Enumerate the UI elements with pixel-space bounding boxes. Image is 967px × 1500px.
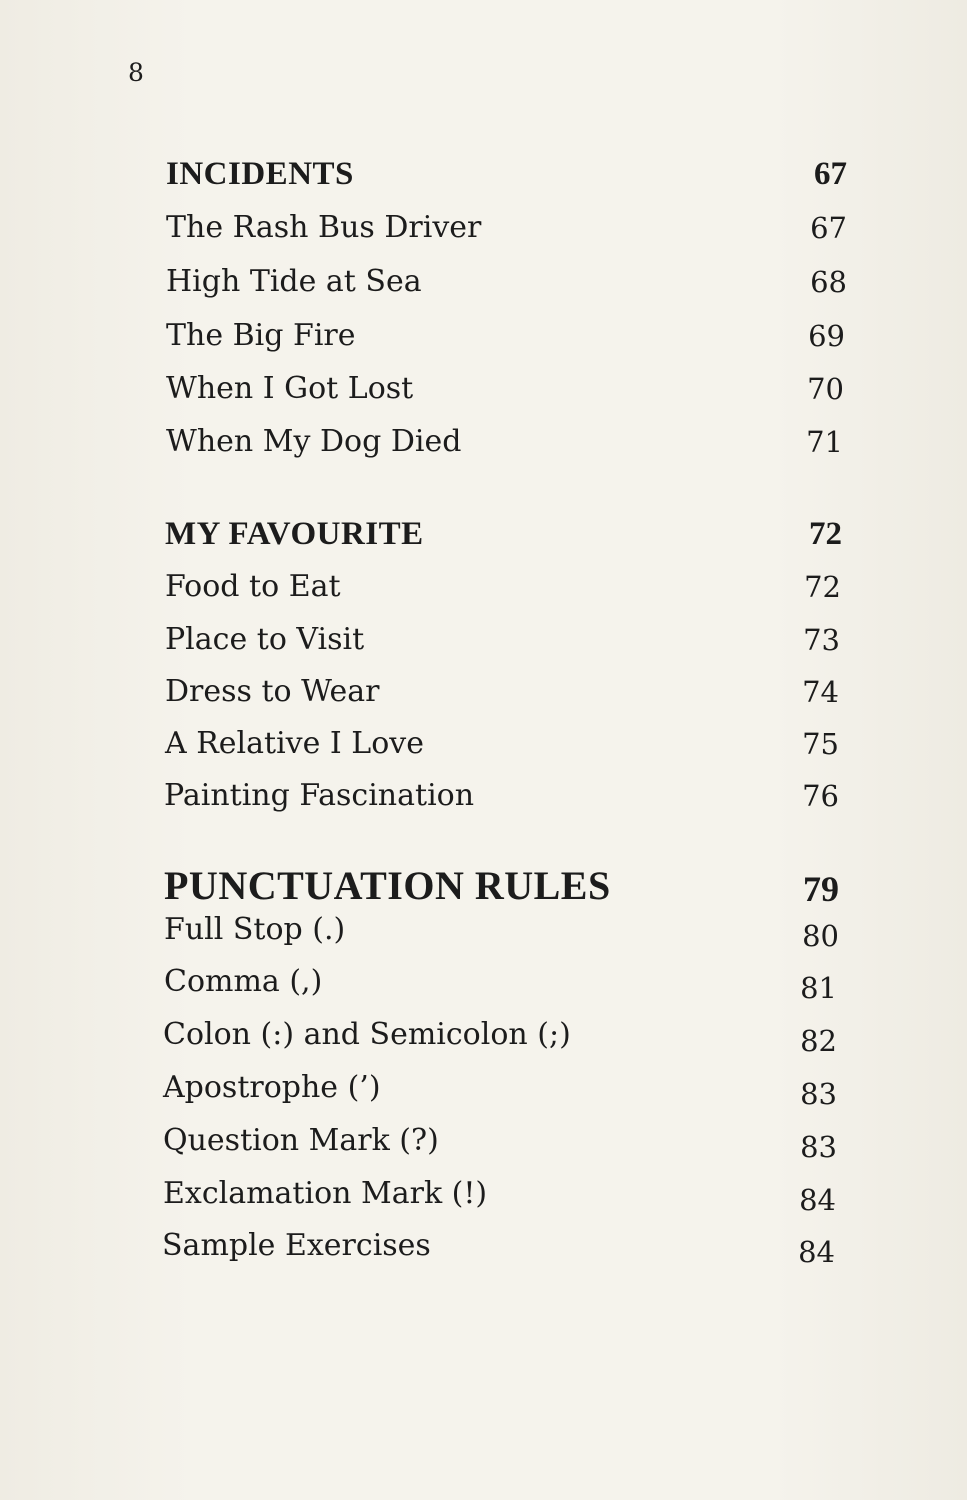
toc-entry [0,208,967,248]
toc-entry-page: 71 [806,425,843,459]
toc-entry [0,316,967,356]
toc-entry-label: Exclamation Mark (!) [163,1176,488,1211]
section-title: PUNCTUATION RULES [164,863,611,908]
toc-entry [0,369,967,409]
toc-entry-page: 67 [810,211,847,245]
toc-entry [0,1174,967,1217]
toc-entry-page: 69 [808,319,845,353]
toc-entry-label: Painting Fascination [164,778,475,813]
toc-entry-label: High Tide at Sea [166,264,422,299]
toc-entry-page: 81 [800,971,837,1005]
toc-entry-page: 84 [799,1183,836,1217]
toc-entry-label: The Rash Bus Driver [166,210,482,245]
toc-entry-page: 83 [800,1077,837,1111]
section-heading-incidents [0,154,967,194]
toc-entry-label: Comma (,) [164,964,323,999]
section-page-number: 67 [814,156,847,192]
section-title: MY FAVOURITE [165,516,424,552]
section-heading-my-favourite [0,514,967,554]
toc-entry [0,422,967,462]
toc-entry-label: When My Dog Died [166,424,462,459]
toc-entry-label: Colon (:) and Semicolon (;) [163,1017,571,1052]
toc-entry-label: Food to Eat [165,569,341,604]
toc-entry-page: 80 [802,919,839,953]
toc-entry [0,910,967,953]
section-heading-punctuation-rules [0,863,967,909]
toc-entry-page: 74 [802,675,839,709]
page-number: 8 [128,58,144,87]
section-page-number: 79 [803,869,839,909]
toc-entry-label: Sample Exercises [162,1228,431,1263]
toc-entry-page: 70 [807,372,844,406]
toc-entry-page: 68 [810,265,847,299]
toc-entry [0,620,967,660]
toc-entry-label: When I Got Lost [166,371,414,406]
toc-entry-label: Apostrophe (’) [163,1070,381,1105]
toc-entry [0,1015,967,1058]
toc-entry [0,1068,967,1111]
toc-entry [0,724,967,764]
toc-entry-label: The Big Fire [166,318,356,353]
toc-entry-page: 76 [802,779,839,813]
toc-entry-page: 73 [803,623,840,657]
toc-entry-label: A Relative I Love [165,726,424,761]
toc-entry-label: Full Stop (.) [164,912,346,947]
toc-entry-page: 84 [798,1235,835,1269]
toc-entry-page: 75 [802,727,839,761]
toc-entry [0,262,967,302]
toc-entry [0,672,967,712]
toc-entry-label: Place to Visit [165,622,365,657]
toc-entry [0,1226,967,1269]
section-page-number: 72 [809,516,842,552]
toc-entry-page: 82 [800,1024,837,1058]
toc-entry [0,776,967,816]
toc-entry-label: Question Mark (?) [163,1123,439,1158]
toc-entry-label: Dress to Wear [165,674,380,709]
toc-entry-page: 72 [804,570,841,604]
toc-entry-page: 83 [800,1130,837,1164]
section-title: INCIDENTS [166,156,354,192]
toc-entry [0,1121,967,1164]
toc-entry [0,567,967,607]
toc-entry [0,962,967,1005]
